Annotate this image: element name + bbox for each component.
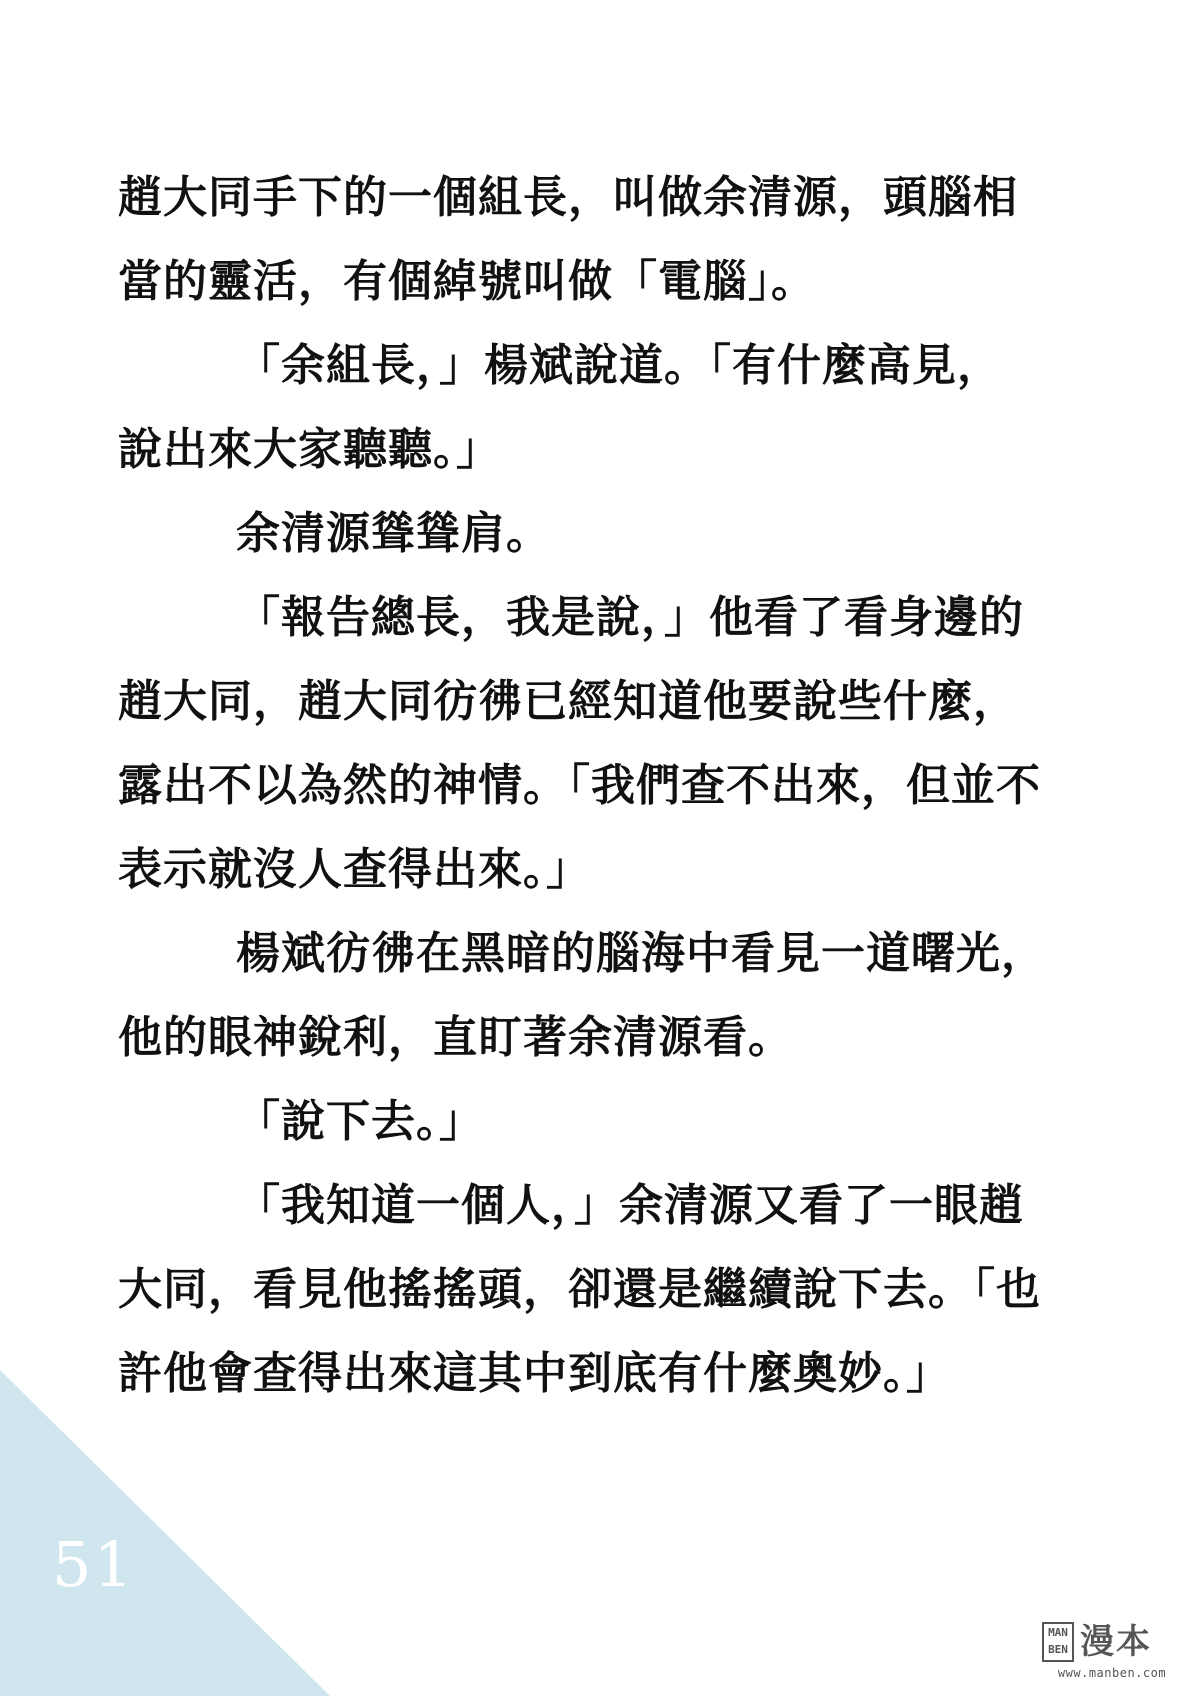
text-line: 說出來大家聽聽。」 <box>118 424 501 475</box>
text-line: 表示就沒人查得出來。」 <box>118 844 591 895</box>
watermark-title: 漫本 <box>1080 1622 1152 1662</box>
text-line: 楊斌彷彿在黑暗的腦海中看見一道曙光， <box>236 928 1046 979</box>
text-line: 「報告總長，我是說，」他看了看身邊的 <box>236 592 1024 643</box>
text-line: 許他會查得出來這其中到底有什麼奧妙。」 <box>118 1348 951 1399</box>
text-line: 當的靈活，有個綽號叫做「電腦」。 <box>118 256 816 307</box>
watermark-logo: MAN BEN <box>1042 1622 1074 1662</box>
page-number: 51 <box>52 1528 135 1601</box>
watermark-url: www.manben.com <box>1057 1666 1167 1680</box>
text-line: 「說下去。」 <box>236 1096 484 1147</box>
body-text <box>118 156 1098 1416</box>
text-line: 趙大同手下的一個組長，叫做余清源，頭腦相 <box>118 172 1018 223</box>
text-line: 露出不以為然的神情。「我們查不出來，但並不 <box>118 760 1041 811</box>
text-line: 他的眼神銳利，直盯著余清源看。 <box>118 1012 793 1063</box>
text-line: 余清源聳聳肩。 <box>236 508 551 559</box>
text-line: 「我知道一個人，」余清源又看了一眼趙 <box>236 1180 1024 1231</box>
text-line: 「余組長，」楊斌說道。「有什麼高見， <box>236 340 1002 391</box>
text-line: 大同，看見他搖搖頭，卻還是繼續說下去。「也 <box>118 1264 1041 1315</box>
watermark <box>1042 1622 1182 1686</box>
text-line: 趙大同，趙大同彷彿已經知道他要說些什麼， <box>118 676 1018 727</box>
